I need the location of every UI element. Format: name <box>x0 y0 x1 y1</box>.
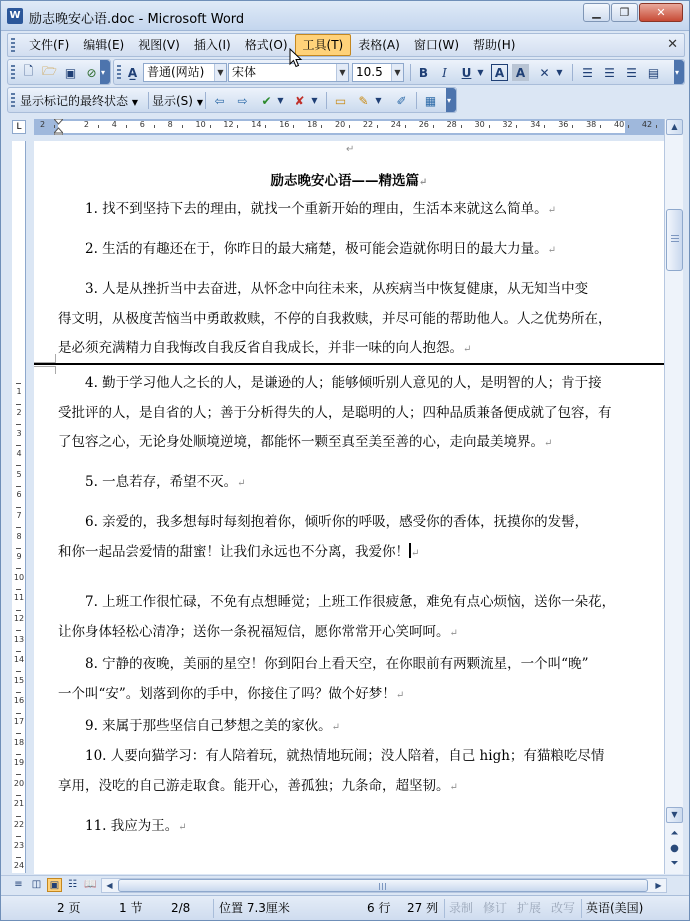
paragraph[interactable] <box>58 508 622 568</box>
line-text: 3. 人是从挫折当中去奋进，从怀念中向往未来，从疾病当中恢复健康，从无知当中变 <box>85 281 589 297</box>
print-layout-view-icon[interactable]: ▣ <box>47 878 62 892</box>
status-rec[interactable]: 录制 <box>449 901 474 915</box>
page-corner-mark <box>34 354 56 363</box>
style-combo[interactable] <box>143 63 227 82</box>
paragraph[interactable] <box>58 195 622 226</box>
ruler-tick-label: 24 <box>13 861 25 871</box>
ruler-tick-mark <box>16 424 21 425</box>
track-changes-icon[interactable]: ✐ <box>396 93 407 108</box>
close-button[interactable] <box>639 3 683 22</box>
ruler-tick-label: 40 <box>614 120 625 129</box>
paragraph-line <box>58 650 622 680</box>
reviewing-toolbar <box>7 87 457 113</box>
separator <box>410 64 411 81</box>
ruler-tick-mark <box>16 507 21 508</box>
ruler-tick-mark <box>544 125 545 128</box>
formatting-toolbar <box>113 59 685 85</box>
save-icon[interactable]: ▣ <box>64 65 77 80</box>
title-bar[interactable] <box>1 1 689 31</box>
ruler-tick-mark <box>16 630 21 631</box>
toolbar-options-icon[interactable] <box>100 60 110 84</box>
ruler-tick-label: 10 <box>13 572 25 582</box>
menu-item[interactable]: 表格(A) <box>358 38 400 52</box>
paragraph-line <box>58 772 622 803</box>
document-title: 励志晚安心语——精选篇↵ <box>270 173 428 189</box>
ruler-tick-label: 17 <box>13 716 25 726</box>
ruler-tick-mark <box>516 125 517 128</box>
align-right-icon[interactable]: ☰ <box>626 65 637 80</box>
character-border-icon[interactable]: A <box>491 64 508 81</box>
chevron-down-icon[interactable]: ▼ <box>375 96 382 105</box>
ruler-tick-label: 34 <box>530 120 541 129</box>
status-section: 1 节 <box>119 901 143 915</box>
menu-item[interactable]: 工具(T) <box>295 34 352 56</box>
show-menu-label: 显示(S) <box>152 94 193 108</box>
show-menu-button[interactable] <box>152 92 203 110</box>
ruler-tick-mark <box>16 486 21 487</box>
paragraph-mark: ↵ <box>178 822 187 833</box>
paragraph[interactable] <box>58 812 622 843</box>
restore-icon: ❐ <box>619 6 630 19</box>
ruler-tick-label: 26 <box>418 120 429 129</box>
ruler-tick-mark <box>405 125 406 128</box>
paragraph-mark: ↵ <box>331 722 341 733</box>
ruler-tick-label: 8 <box>167 120 173 129</box>
permission-icon[interactable]: ⊘ <box>86 65 97 80</box>
markup-mode-combo[interactable] <box>20 92 150 110</box>
separator <box>148 92 149 109</box>
scroll-left-icon[interactable]: ◀ <box>106 881 113 890</box>
ruler-tick-label: 30 <box>474 120 485 129</box>
ruler-tick-mark <box>54 125 55 128</box>
paragraph[interactable] <box>58 235 622 266</box>
menu-item[interactable]: 插入(I) <box>193 38 231 52</box>
paragraph[interactable] <box>58 369 622 459</box>
mouse-pointer-icon <box>289 48 303 68</box>
ruler-tick-mark <box>265 125 266 128</box>
ruler-tick-label: 20 <box>13 778 25 788</box>
ruler-tick-label: 8 <box>16 531 22 541</box>
tab-selector[interactable]: L <box>12 120 26 134</box>
normal-view-icon[interactable]: ≡ <box>14 879 23 890</box>
toolbar-options-icon[interactable] <box>674 60 684 84</box>
line-text: 9. 来属于那些坚信自己梦想之美的家伙。 <box>85 718 332 734</box>
status-divider <box>213 899 214 918</box>
ruler-tick-label: 14 <box>251 120 262 129</box>
ruler-tick-mark <box>16 445 21 446</box>
line-text: 5. 一息若存，希望不灭。 <box>85 474 238 490</box>
ruler-tick-mark <box>656 125 657 128</box>
markup-mode-value: 显示标记的最终状态 <box>20 94 129 108</box>
paragraph-mark: ↵ <box>544 438 553 449</box>
ruler-tick-mark <box>16 713 21 714</box>
status-page-of: 2/8 <box>171 901 191 915</box>
ruler-tick-label: 28 <box>446 120 457 129</box>
ruler-tick-mark <box>572 125 573 128</box>
ruler-tick-label: 20 <box>335 120 346 129</box>
paragraph-line <box>58 812 622 843</box>
line-text: 和你一起品尝爱情的甜蜜！让我们永远也不分离，我爱你！ <box>58 543 409 560</box>
ruler-tick-label: 12 <box>13 613 25 623</box>
chevron-down-icon[interactable]: ▼ <box>214 64 226 81</box>
character-scaling-icon[interactable]: ✕ <box>539 65 550 80</box>
line-text: 了包容之心，无论身处顺境逆境，都能怀一颗至真至美至善的心，走向最美境界。 <box>58 434 544 450</box>
styles-formatting-icon[interactable]: A̲ <box>127 65 138 80</box>
vertical-scroll-thumb[interactable] <box>666 209 683 271</box>
line-text: 6. 亲爱的，我多想每时每刻抱着你，倾听你的呼吸，感受你的香体，抚摸你的发髻， <box>85 514 589 530</box>
paragraph-line <box>58 618 622 649</box>
line-text: 是必须充满精力自我悔改自我反省自我成长，并非一味的向人抱怨。 <box>58 340 463 356</box>
line-text: 4. 勤于学习他人之长的人，是谦逊的人；能够倾听别人意见的人，是明智的人；肯于接 <box>85 375 602 391</box>
previous-change-icon[interactable]: ⇦ <box>214 93 225 108</box>
paragraph-line <box>58 275 622 305</box>
ruler-tick-mark <box>182 125 183 128</box>
minimize-button[interactable] <box>583 3 610 22</box>
ruler-tick-mark <box>16 404 21 405</box>
font-size-value: 10.5 <box>356 65 383 79</box>
status-ovr[interactable]: 改写 <box>551 901 576 915</box>
ruler-tick-label: 16 <box>13 696 25 706</box>
ruler-tick-label: 3 <box>16 428 22 438</box>
horizontal-scrollbar[interactable] <box>101 878 667 893</box>
ruler-tick-label: 32 <box>502 120 513 129</box>
ruler-tick-label: 6 <box>16 490 22 500</box>
new-document-icon[interactable]: 🗋 <box>23 64 34 78</box>
window-title: 励志晚安心语.doc - Microsoft Word <box>29 12 245 27</box>
ruler-tick-mark <box>628 125 629 128</box>
ruler-tick-mark <box>16 527 21 528</box>
paragraph[interactable] <box>58 712 622 743</box>
paragraph-line <box>58 742 622 772</box>
close-icon: ✕ <box>656 6 666 19</box>
ruler-tick-label: 14 <box>13 655 25 665</box>
ruler-tick-label: 4 <box>111 120 117 129</box>
line-text: 10. 人要向猫学习：有人陪着玩，就热情地玩闹；没人陪着，自己 high；有猫粮吃尽情 <box>85 748 605 764</box>
open-folder-icon[interactable]: 🗁 <box>42 64 57 78</box>
word-app-icon[interactable]: W <box>7 8 23 24</box>
line-text: 得文明，从极度苦恼当中勇敢救赎，不停的自我救赎，并尽可能的帮助他人。人之优势所在， <box>58 310 612 327</box>
ruler-tick-label: 6 <box>139 120 145 129</box>
ruler-tick-label: 16 <box>279 120 290 129</box>
ruler-tick-mark <box>16 465 21 466</box>
reading-layout-view-icon[interactable]: 📖 <box>84 879 97 890</box>
separator <box>205 92 206 109</box>
ruler-tick-mark <box>377 125 378 128</box>
ruler-tick-label: 21 <box>13 799 25 809</box>
menu-item[interactable]: 帮助(H) <box>473 38 516 52</box>
ruler-tick-mark <box>16 733 21 734</box>
ruler-tick-mark <box>16 671 21 672</box>
reviewing-pane-icon[interactable]: ▦ <box>424 93 437 108</box>
paragraph[interactable] <box>58 275 622 365</box>
menu-item[interactable]: 视图(V) <box>138 38 180 52</box>
paragraph-line <box>58 399 622 429</box>
scroll-right-icon[interactable]: ▶ <box>655 881 662 890</box>
ruler-tick-label: 18 <box>307 120 318 129</box>
ruler-tick-label: 15 <box>13 675 25 685</box>
separator <box>416 92 417 109</box>
menu-bar <box>7 33 685 57</box>
ruler-tick-mark <box>16 795 21 796</box>
menu-item[interactable]: 格式(O) <box>244 38 288 52</box>
underline-icon[interactable]: U <box>461 65 472 80</box>
ruler-tick-label: 38 <box>586 120 597 129</box>
ruler-tick-label: 19 <box>13 758 25 768</box>
vertical-scrollbar[interactable] <box>664 119 683 874</box>
status-bar <box>1 895 689 920</box>
ruler-tick-mark <box>16 589 21 590</box>
paragraph-line <box>58 508 622 538</box>
ruler-tick-label: 42 <box>641 120 653 129</box>
ruler-tick-mark <box>16 774 21 775</box>
toolbar-options-icon[interactable] <box>446 88 456 112</box>
page-corner-mark <box>34 366 56 374</box>
ruler-tick-label: 12 <box>223 120 234 129</box>
chevron-down-icon: ▼ <box>196 98 203 107</box>
paragraph-line <box>58 538 622 569</box>
chevron-down-icon[interactable]: ▼ <box>391 64 403 81</box>
line-text: 享用，没吃的自己游走取食。能开心，善孤独；九条命，超坚韧。 <box>58 777 450 794</box>
align-left-icon[interactable]: ☰ <box>582 65 593 80</box>
paragraph[interactable] <box>58 742 622 802</box>
highlight-icon[interactable]: ✎ <box>358 93 369 108</box>
document-area[interactable] <box>34 141 664 874</box>
minimize-icon: ▁ <box>592 6 601 19</box>
status-column: 27 列 <box>407 901 439 915</box>
ruler-tick-label: 2 <box>16 407 22 417</box>
ruler-tick-mark <box>600 125 601 128</box>
ruler-tick-mark <box>237 125 238 128</box>
line-text: 让你身体轻松心清净；送你一条祝福短信，愿你常常开心笑呵呵。 <box>58 623 450 640</box>
horizontal-scroll-row <box>1 875 689 894</box>
ruler-tick-label: 2 <box>40 120 46 129</box>
status-page: 2 页 <box>57 901 81 915</box>
toolbar-grip-icon[interactable] <box>117 65 121 80</box>
paragraph-line <box>58 334 622 365</box>
ruler-tick-label: 11 <box>13 593 25 603</box>
menu-items <box>22 34 522 56</box>
justify-icon[interactable]: ▤ <box>647 65 660 80</box>
indent-marker-icon[interactable] <box>54 119 63 135</box>
ruler-tick-label: 9 <box>16 552 22 562</box>
line-text: 2. 生活的有趣还在于，你昨日的最大痛楚，极可能会造就你明日的最大力量。 <box>85 241 548 257</box>
align-center-icon[interactable]: ☰ <box>604 65 615 80</box>
line-text: 8. 宁静的夜晚，美丽的星空！你到阳台上看天空，在你眼前有两颗流星，一个叫“晚” <box>85 656 589 672</box>
standard-toolbar <box>7 59 111 85</box>
ruler-tick-mark <box>16 857 21 858</box>
next-change-icon[interactable]: ⇨ <box>237 93 248 108</box>
paragraph-line <box>58 235 622 266</box>
reject-change-icon[interactable]: ✘ <box>294 93 305 108</box>
style-value: 普通(网站) <box>147 65 205 79</box>
close-document-icon[interactable]: ✕ <box>667 37 678 52</box>
ruler-tick-mark <box>210 125 211 128</box>
ruler-tick-label: 22 <box>362 120 374 129</box>
toolbar-grip-icon[interactable] <box>11 65 15 80</box>
line-text: 1. 找不到坚持下去的理由，就找一个重新开始的理由，生活本来就这么简单。 <box>85 201 548 217</box>
scroll-down-icon[interactable]: ▼ <box>666 807 683 823</box>
paragraph-mark: ↵ <box>449 781 458 793</box>
ruler-tick-mark <box>16 692 21 693</box>
status-line: 6 行 <box>367 901 391 915</box>
paragraph[interactable] <box>58 588 622 648</box>
paragraph-mark: ↵ <box>346 144 355 155</box>
line-text: 一个叫“安”。划落到你的手中，你接住了吗？做个好梦！ <box>58 685 396 702</box>
insert-comment-icon[interactable]: ▭ <box>334 93 347 108</box>
menu-item[interactable]: 文件(F) <box>29 38 70 52</box>
ruler-tick-label: 5 <box>16 469 22 479</box>
ruler-tick-mark <box>98 125 99 128</box>
ruler-tick-mark <box>16 651 21 652</box>
ruler-tick-mark <box>461 125 462 128</box>
ruler-tick-mark <box>321 125 322 128</box>
paragraph-line <box>58 305 622 335</box>
vertical-ruler[interactable] <box>12 141 26 873</box>
paragraph-mark: ↵ <box>547 205 557 216</box>
horizontal-ruler[interactable] <box>34 119 664 135</box>
paragraph-mark: ↵ <box>395 689 405 701</box>
ruler-tick-mark <box>349 125 350 128</box>
chevron-down-icon[interactable]: ▼ <box>277 96 284 105</box>
ruler-tick-label: 23 <box>13 840 25 850</box>
scroll-up-icon[interactable]: ▲ <box>666 119 683 135</box>
chevron-down-icon[interactable]: ▼ <box>311 96 318 105</box>
ruler-tick-mark <box>126 125 127 128</box>
page-break-line <box>34 363 664 365</box>
paragraph-mark: ↵ <box>237 478 246 489</box>
separator <box>326 92 327 109</box>
previous-page-icon[interactable]: ⏶ <box>670 828 679 839</box>
ruler-tick-mark <box>16 548 21 549</box>
separator <box>572 64 573 81</box>
status-trk[interactable]: 修订 <box>483 901 508 915</box>
status-divider <box>444 899 445 918</box>
ruler-tick-label: 36 <box>558 120 569 129</box>
menu-item[interactable]: 窗口(W) <box>413 38 460 52</box>
ruler-tick-label: 4 <box>16 449 22 459</box>
paragraph-line <box>58 428 622 459</box>
font-size-combo[interactable] <box>352 63 404 82</box>
ruler-tick-label: 13 <box>13 634 25 644</box>
line-text: 11. 我应为王。 <box>85 818 179 834</box>
ruler-tick-mark <box>16 568 21 569</box>
italic-icon[interactable]: I <box>442 65 447 80</box>
chevron-down-icon[interactable]: ▼ <box>477 68 484 77</box>
ruler-tick-label: 24 <box>390 120 401 129</box>
ruler-tick-mark <box>154 125 155 128</box>
window-controls <box>583 3 683 22</box>
paragraph-line <box>58 195 622 226</box>
ruler-tick-label: 10 <box>195 120 206 129</box>
menubar-grip-icon[interactable] <box>11 38 15 53</box>
ruler-tick-mark <box>433 125 434 128</box>
ruler-tick-label: 1 <box>16 387 22 397</box>
ruler-tick-mark <box>16 610 21 611</box>
ruler-tick-mark <box>16 836 21 837</box>
ruler-tick-label: 18 <box>13 737 25 747</box>
character-shading-icon[interactable]: A <box>512 64 529 81</box>
line-text: 受批评的人，是自省的人；善于分析得失的人，是聪明的人；四种品质兼备便成就了包容，有 <box>58 404 612 421</box>
paragraph-line <box>58 468 622 499</box>
outline-view-icon[interactable]: ☷ <box>68 879 77 890</box>
ruler-tick-mark <box>16 754 21 755</box>
paragraph[interactable] <box>58 650 622 710</box>
ruler-tick-label: 22 <box>13 819 25 829</box>
status-divider <box>581 899 582 918</box>
ruler-tick-label: 7 <box>16 510 22 520</box>
status-language[interactable]: 英语(美国) <box>586 901 644 915</box>
ruler-tick-mark <box>489 125 490 128</box>
toolbar-grip-icon[interactable] <box>11 93 15 108</box>
paragraph[interactable] <box>58 468 622 499</box>
menu-item[interactable]: 编辑(E) <box>83 38 125 52</box>
next-page-icon[interactable]: ⏷ <box>670 858 679 869</box>
ruler-tick-mark <box>16 816 21 817</box>
font-value: 宋体 <box>232 65 257 79</box>
paragraph-mark: ↵ <box>547 245 557 256</box>
paragraph-line <box>58 712 622 743</box>
ruler-tick-label: 2 <box>83 120 89 129</box>
web-layout-view-icon[interactable]: ◫ <box>31 879 42 890</box>
bold-icon[interactable]: B <box>418 65 429 80</box>
horizontal-scroll-thumb[interactable] <box>118 879 648 892</box>
paragraph-line <box>58 369 622 399</box>
accept-change-icon[interactable]: ✔ <box>261 93 272 108</box>
chevron-down-icon[interactable]: ▼ <box>556 68 563 77</box>
paragraph-mark: ↵ <box>449 627 458 639</box>
line-text: 7. 上班工作很忙碌，不免有点想睡觉；上班工作很疲惫，难免有点心烦恼，送你一朵花， <box>85 594 616 610</box>
select-browse-object-icon[interactable]: ● <box>670 843 679 854</box>
paragraph-line <box>58 680 622 711</box>
status-ext[interactable]: 扩展 <box>517 901 542 915</box>
chevron-down-icon: ▼ <box>131 98 138 107</box>
chevron-down-icon[interactable]: ▼ <box>336 64 348 81</box>
paragraph-line <box>58 588 622 618</box>
paragraph-mark: ↵ <box>411 547 420 559</box>
paragraph-mark: ↵ <box>463 344 472 355</box>
maximize-button[interactable] <box>611 3 638 22</box>
ruler-tick-mark <box>293 125 294 128</box>
status-position: 位置 7.3厘米 <box>219 901 290 915</box>
ruler-tick-mark <box>16 383 21 384</box>
